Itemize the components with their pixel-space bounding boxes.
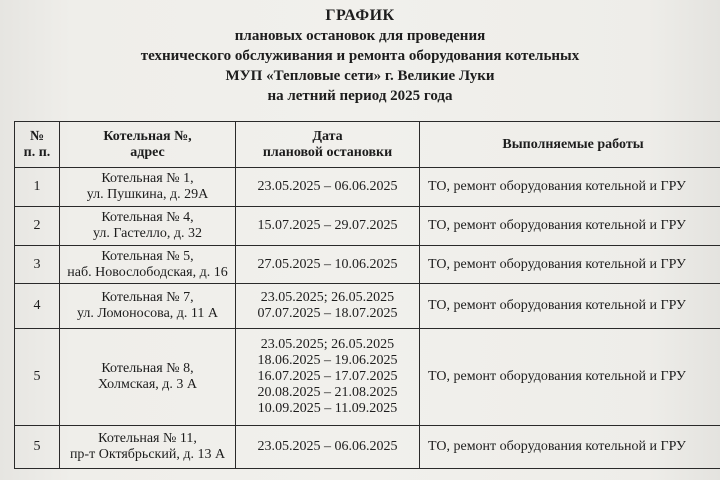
table-row bbox=[15, 284, 720, 329]
heading-line-2: технического обслуживания и ремонта оборудования котельных bbox=[140, 48, 580, 64]
header-number-l2: п. п. bbox=[23, 144, 51, 160]
row-work: ТО, ремонт оборудования котельной и ГРУ bbox=[420, 246, 720, 284]
boiler-name: Котельная № 1, bbox=[101, 171, 194, 186]
heading-line-3: МУП «Тепловые сети» г. Великие Луки bbox=[225, 68, 495, 84]
date-line: 16.07.2025 – 17.07.2025 bbox=[257, 369, 398, 384]
boiler-address: ул. Гастелло, д. 32 bbox=[93, 226, 202, 241]
row-boiler bbox=[60, 284, 236, 329]
boiler-address: Холмская, д. 3 А bbox=[97, 377, 198, 392]
row-boiler bbox=[60, 207, 236, 246]
date-line: 18.06.2025 – 19.06.2025 bbox=[257, 353, 398, 368]
row-boiler bbox=[60, 246, 236, 284]
header-boiler-l1: Котельная №, bbox=[103, 128, 192, 144]
row-dates bbox=[236, 329, 420, 426]
date-line: 23.05.2025 – 06.06.2025 bbox=[257, 439, 398, 454]
header-date-l2: плановой остановки bbox=[262, 144, 393, 160]
document-heading bbox=[0, 6, 720, 106]
boiler-name: Котельная № 8, bbox=[101, 361, 194, 376]
heading-line-1: плановых остановок для проведения bbox=[234, 28, 486, 44]
row-dates bbox=[236, 246, 420, 284]
header-number-l1: № bbox=[29, 128, 45, 144]
table-row bbox=[15, 426, 720, 469]
row-dates bbox=[236, 426, 420, 469]
row-dates bbox=[236, 284, 420, 329]
table-row bbox=[15, 207, 720, 246]
date-line: 23.05.2025 – 06.06.2025 bbox=[257, 179, 398, 194]
header-boiler-l2: адрес bbox=[130, 144, 165, 160]
table-header-row bbox=[15, 122, 720, 168]
row-number: 5 bbox=[15, 329, 60, 426]
row-boiler bbox=[60, 329, 236, 426]
row-work: ТО, ремонт оборудования котельной и ГРУ bbox=[420, 168, 720, 207]
date-line: 07.07.2025 – 18.07.2025 bbox=[257, 306, 398, 321]
row-work: ТО, ремонт оборудования котельной и ГРУ bbox=[420, 284, 720, 329]
row-boiler bbox=[60, 168, 236, 207]
table-row bbox=[15, 246, 720, 284]
date-line: 20.08.2025 – 21.08.2025 bbox=[257, 385, 398, 400]
row-number: 4 bbox=[15, 284, 60, 329]
table-row bbox=[15, 329, 720, 426]
header-date-l1: Дата bbox=[312, 128, 343, 144]
row-dates bbox=[236, 207, 420, 246]
row-number: 3 bbox=[15, 246, 60, 284]
header-date bbox=[236, 122, 420, 168]
boiler-name: Котельная № 5, bbox=[101, 248, 194, 264]
row-work: ТО, ремонт оборудования котельной и ГРУ bbox=[420, 207, 720, 246]
boiler-address: ул. Ломоносова, д. 11 А bbox=[76, 306, 219, 321]
date-line: 10.09.2025 – 11.09.2025 bbox=[257, 401, 398, 416]
row-work: ТО, ремонт оборудования котельной и ГРУ bbox=[420, 426, 720, 469]
heading-line-4: на летний период 2025 года bbox=[267, 88, 453, 104]
row-number: 1 bbox=[15, 168, 60, 207]
row-boiler bbox=[60, 426, 236, 469]
row-number: 5 bbox=[15, 426, 60, 469]
document-title: ГРАФИК bbox=[325, 7, 395, 24]
boiler-name: Котельная № 7, bbox=[101, 290, 194, 305]
boiler-address: наб. Новослободская, д. 16 bbox=[67, 264, 228, 280]
boiler-address: ул. Пушкина, д. 29А bbox=[86, 187, 209, 202]
date-line: 23.05.2025; 26.05.2025 bbox=[260, 337, 395, 352]
boiler-address: пр-т Октябрьский, д. 13 А bbox=[69, 447, 226, 462]
date-line: 23.05.2025; 26.05.2025 bbox=[260, 290, 395, 305]
boiler-name: Котельная № 4, bbox=[101, 210, 194, 225]
row-number: 2 bbox=[15, 207, 60, 246]
date-line: 27.05.2025 – 10.06.2025 bbox=[257, 256, 398, 272]
row-work: ТО, ремонт оборудования котельной и ГРУ bbox=[420, 329, 720, 426]
schedule-table bbox=[14, 121, 720, 469]
row-dates bbox=[236, 168, 420, 207]
date-line: 15.07.2025 – 29.07.2025 bbox=[257, 218, 398, 233]
boiler-name: Котельная № 11, bbox=[98, 431, 197, 446]
header-number bbox=[15, 122, 60, 168]
header-boiler bbox=[60, 122, 236, 168]
header-work: Выполняемые работы bbox=[420, 122, 720, 168]
table-row bbox=[15, 168, 720, 207]
